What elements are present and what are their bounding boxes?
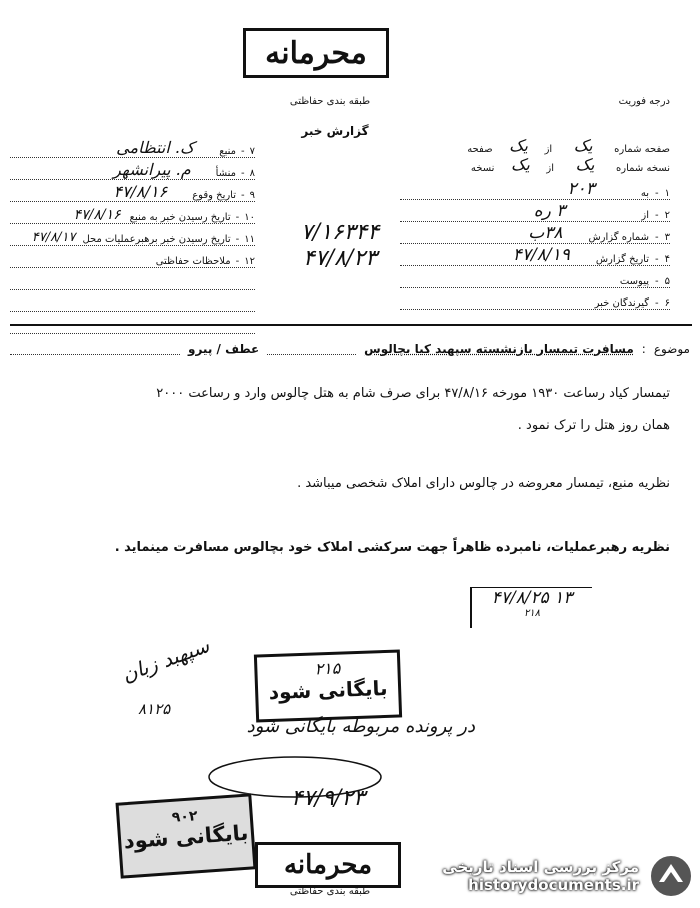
subject-text: مسافرت تیمسار بازنشسته سپهبد کیا بچالوس — [364, 342, 634, 356]
field-label: منشأ — [215, 168, 237, 179]
blank-line — [10, 290, 255, 312]
watermark-url: historydocuments.ir — [468, 876, 639, 894]
right-field-row: ۱ - به ۲۰۳ — [400, 178, 670, 200]
left-field-row: ۱۱ - تاریخ رسیدن خبر برهبرعملیات محل ۴۷/۸/۱۷ — [10, 224, 255, 246]
footer-class-label: طبقه بندی حفاظتی — [289, 886, 371, 897]
field-number: ۳ — [664, 232, 670, 243]
field-value: ۴۷/۸/۱۹ — [512, 245, 570, 265]
page-number-value: یک — [573, 136, 593, 155]
footer-stamp-text: محرمانه — [283, 850, 373, 880]
right-field-row: ۳ - شماره گزارش ۳۸ب — [400, 222, 670, 244]
archive-stamp-2-number: ۹۰۲ — [171, 808, 199, 826]
field-label: تاریخ وقوع — [192, 190, 237, 201]
field-number: ۱ — [664, 188, 670, 199]
archive-stamp-text: بایگانی شود — [268, 675, 388, 705]
field-number: ۱۰ — [244, 212, 255, 223]
source-opinion: نظریه منبع، تیمسار معروضه در چالوس دارای املاک شخصی میباشد . — [297, 476, 670, 491]
right-field-row: ۲ - از ۳ ره — [400, 200, 670, 222]
field-value: ک. انتظامی — [116, 138, 195, 157]
watermark-logo-icon — [647, 852, 695, 900]
field-value: م. پیرانشهر — [113, 160, 191, 179]
field-value: ۴۷/۸/۱۷ — [31, 230, 76, 245]
security-class-label: طبقه بندی حفاظتی — [289, 96, 371, 107]
left-field-list — [10, 136, 255, 334]
right-field-row: ۵ - پیوست — [400, 266, 670, 288]
signature-right: سپهبد زبان — [118, 633, 213, 687]
copy-number-row — [400, 156, 670, 174]
left-field-row: ۹ - تاریخ وقوع ۴۷/۸/۱۶ — [10, 180, 255, 202]
left-field-row: ۱۲ - ملاحظات حفاظتی — [10, 246, 255, 268]
classification-stamp-text: محرمانه — [265, 35, 367, 71]
classification-stamp — [243, 28, 389, 78]
reference-label: عطف / پیرو — [188, 342, 260, 356]
registration-number: ۷/۱۶۳۴۴ — [300, 220, 380, 245]
field-number: ۹ — [249, 190, 255, 201]
left-field-row: ۸ - منشأ م. پیرانشهر — [10, 158, 255, 180]
boxed-number-sub: ۲۱۸ — [523, 608, 541, 619]
archive-stamp-2-text: بایگانی شود — [122, 820, 250, 854]
field-number: ۱۱ — [244, 234, 255, 245]
page-of-label: از — [544, 144, 553, 155]
copy-unit: نسخه — [470, 163, 495, 174]
page-number-row — [400, 137, 670, 155]
field-label: گیرندگان خبر — [594, 298, 650, 309]
field-label: از — [641, 210, 650, 221]
field-number: ۸ — [249, 168, 255, 179]
boxed-number-value: ۴۷/۸/۲۵ ۱۳ — [491, 588, 573, 608]
left-field-row: ۷ - منبع ک. انتظامی — [10, 136, 255, 158]
field-label: پیوست — [619, 276, 650, 287]
right-field-row: ۴ - تاریخ گزارش ۴۷/۸/۱۹ — [400, 244, 670, 266]
archive-stamp-number: ۲۱۵ — [314, 658, 341, 679]
report-title: گزارش خبر — [301, 124, 369, 138]
field-label: تاریخ رسیدن خبر به منبع — [129, 212, 231, 223]
left-field-row: ۱۰ - تاریخ رسیدن خبر به منبع ۴۷/۸/۱۶ — [10, 202, 255, 224]
field-number: ۶ — [664, 298, 670, 309]
field-value: ۳۸ب — [528, 223, 563, 243]
watermark — [420, 848, 695, 904]
blank-line — [10, 312, 255, 334]
right-field-row: ۶ - گیرندگان خبر — [400, 288, 670, 310]
right-field-list — [400, 178, 670, 310]
copy-of-value: یک — [511, 155, 530, 174]
archive-stamp — [254, 649, 402, 722]
subject-row: موضوع : مسافرت تیمسار بازنشسته سپهبد کیا بچالوس عطف / پیرو — [10, 342, 690, 356]
body-line-2: همان روز هتل را ترک نمود . — [517, 418, 670, 433]
field-label: تاریخ رسیدن خبر برهبرعملیات محل — [82, 234, 231, 245]
boxed-number — [470, 587, 592, 628]
footer-stamp — [255, 842, 401, 888]
field-value: ۴۷/۸/۱۶ — [73, 207, 121, 223]
page-unit: صفحه — [467, 144, 493, 155]
page-number-label: صفحه شماره — [614, 144, 670, 155]
field-number: ۲ — [664, 210, 670, 221]
field-value: ۴۷/۸/۱۶ — [113, 182, 168, 201]
operations-opinion: نظریه رهبرعملیات، نامبرده ظاهراً جهت سرکشی املاک خود بچالوس مسافرت مینماید . — [114, 540, 670, 555]
note-125: ۸۱۲۵ — [138, 700, 171, 718]
field-label: شماره گزارش — [588, 232, 650, 243]
field-label: منبع — [219, 146, 237, 157]
field-label: تاریخ گزارش — [595, 254, 650, 265]
field-number: ۱۲ — [244, 256, 255, 267]
copy-of-label: از — [546, 163, 555, 174]
urgency-label: درجه فوریت — [618, 96, 670, 107]
field-number: ۴ — [664, 254, 670, 265]
field-number: ۷ — [249, 146, 255, 157]
registration-date: ۴۷/۸/۲۳ — [303, 246, 377, 271]
page-of-value: یک — [509, 136, 528, 155]
archive-stamp-2 — [116, 793, 257, 878]
header-divider — [10, 324, 692, 326]
copy-number-label: نسخه شماره — [616, 163, 670, 174]
field-value: ۳ ره — [533, 201, 566, 221]
field-value: ۲۰۳ — [567, 179, 595, 199]
bottom-date: ۴۷/۹/۲۳ — [291, 786, 365, 811]
body-line-1: تیمسار کیاد رساعت ۱۹۳۰ مورخه ۴۷/۸/۱۶ برای صرف شام به هتل چالوس وارد و رساعت ۲۰۰۰ — [156, 386, 670, 401]
field-label: ملاحظات حفاظتی — [155, 256, 231, 267]
handwritten-note: در پرونده مربوطه بایگانی شود — [246, 716, 475, 737]
watermark-org-name: مرکز بررسی اسناد تاریخی — [442, 858, 639, 876]
subject-label: موضوع — [653, 342, 690, 356]
blank-line — [10, 268, 255, 290]
copy-number-value: یک — [575, 155, 595, 174]
field-label: به — [640, 188, 650, 199]
field-number: ۵ — [664, 276, 670, 287]
